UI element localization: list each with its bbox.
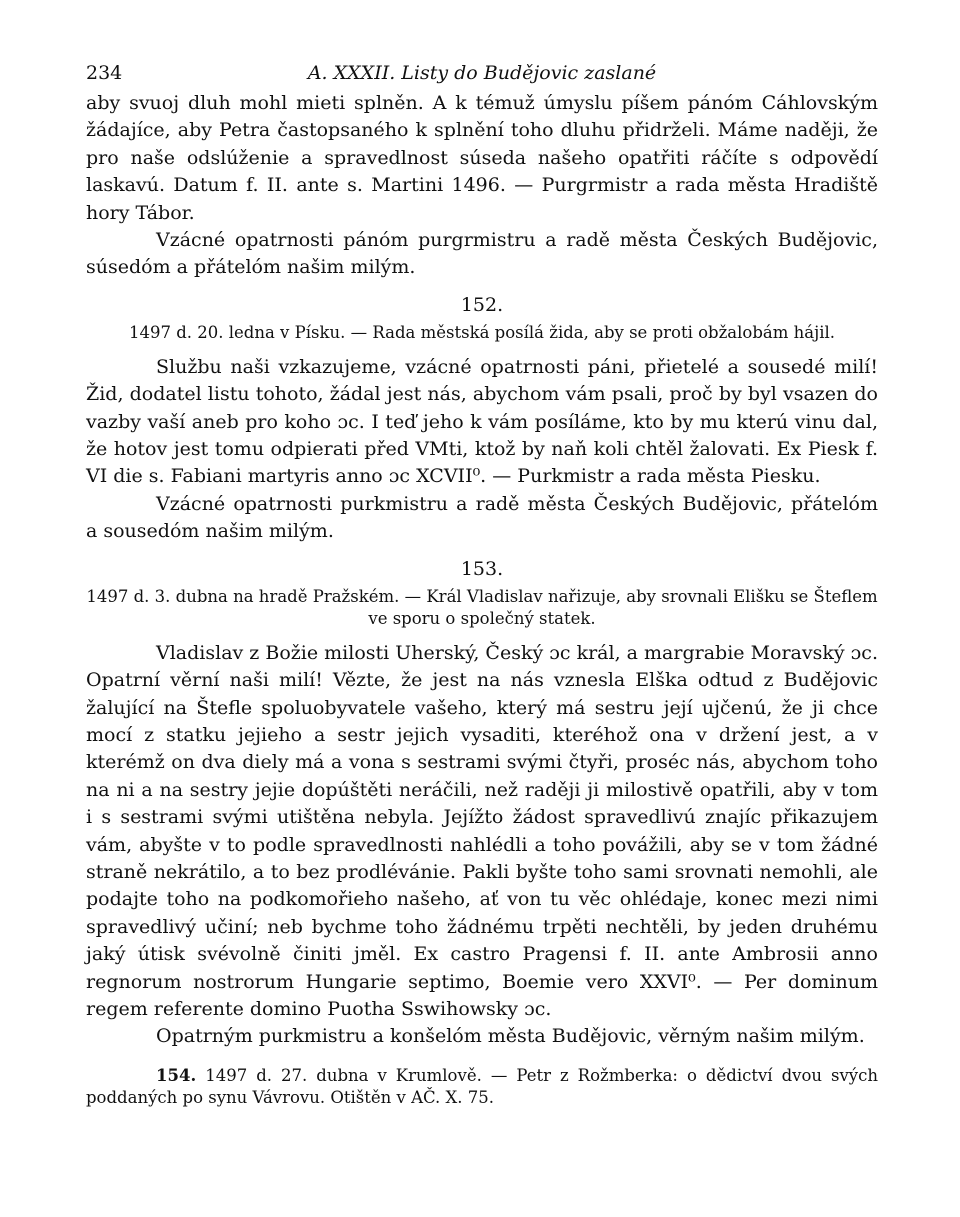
regest-153: 1497 d. 3. dubna na hradě Pražském. — Král Vladislav nařizuje, aby srovnali Elišku se Šteflem ve sporu o společný statek. bbox=[86, 586, 878, 628]
regest-154: 1497 d. 27. dubna v Krumlově. — Petr z Rožmberka: o dědictví dvou svých poddaných po synu Vávrovu. Otištěn v AČ. X. 75. bbox=[86, 1065, 878, 1107]
continuation-address: Vzácné opatrnosti pánóm purgrmistru a radě města Českých Budějovic, súsedóm a přátelóm našim milým. bbox=[86, 229, 878, 279]
document-153-body bbox=[86, 640, 878, 1051]
document-152-body bbox=[86, 354, 878, 546]
running-title: A. XXXII. Listy do Budějovic zaslané bbox=[307, 62, 657, 84]
continuation-paragraph: aby svuoj dluh mohl mieti splněn. A k témuž úmyslu píšem pánóm Cáhlovským žádajíce, aby Petra častopsaného k splnění toho dluhu přidrželi. Máme naději, že pro naše odslúženie a spravedlnost súseda našeho opatřiti ráčíte s odpovědí laskavú. Datum f. II. ante s. Martini 1496. — Purgrmistr a rada města Hradiště hory Tábor. bbox=[86, 92, 878, 224]
document-number-154: 154. bbox=[156, 1065, 197, 1085]
document-number-153: 153. bbox=[460, 557, 504, 580]
letter-text-153: Vladislav z Božie milosti Uherský, Český ɔc král, a margrabie Moravský ɔc. Opatrní věrní naši milí! Vězte, že jest na nás vznesla Elška odtud z Budějovic žalující na Štefle spoluobyvatele vašeho, který má sestru její ujčenú, že ji chce mocí z statku jejieho a sestr jejich vysaditi, kteréhož ona v držení jest, a v kterémž on dva diely má a vona s sestrami svými čtyři, proséc nás, abychom toho na ni a na sestry jejie dopúštěti neráčili, než raději ji milostivě opatřili, aby v tom i s sestrami svými utištěna nebyla. Jejížto žádost spravedlivú znajíc přikazujem vám, abyšte v to podle spravedlnosti nahlédli a toho povážili, aby se v tom žádné straně nekrátilo, a to bez prodlévánie. Pakli byšte toho sami srovnati nemohli, ale podajte toho na podkomořieho našeho, ať von tu věc ohlédaje, konec mezi nimi spravedlivý učiní; neb bychme toho žádnému trpěti nechtěli, by jeden druhému jaký útisk svévolně činiti jměl. Ex castro Pragensi f. II. ante Ambrosii anno regnorum nostrorum Hungarie septimo, Boemie vero XXVI⁰. — Per dominum regem referente domino Puotha Sswihowsky ɔc. bbox=[86, 641, 878, 1020]
document-154-entry bbox=[86, 1065, 878, 1109]
document-page bbox=[86, 58, 878, 1109]
document-number-152: 152. bbox=[460, 293, 504, 316]
regest-152: 1497 d. 20. ledna v Písku. — Rada městská posílá žida, aby se proti obžalobám hájil. bbox=[128, 322, 836, 342]
letter-address-153: Opatrným purkmistru a konšelóm města Budějovic, věrným našim milým. bbox=[156, 1025, 865, 1048]
letter-text-152: Službu naši vzkazujeme, vzácné opatrnosti páni, přietelé a sousedé milí! Žid, dodatel listu tohoto, žádal jest nás, abychom vám psali, proč by byl vsazen do vazby vaší aneb pro koho ɔc. I teď jeho k vám posíláme, kto by mu kterú vinu dal, že hotov jest tomu odpierati před VMti, ktož by naň koli chtěl žalovati. Ex Piesk f. VI die s. Fabiani martyris anno ɔc XCVII⁰. — Purkmistr a rada města Piesku. bbox=[86, 355, 878, 488]
page-number: 234 bbox=[86, 62, 123, 84]
page-header bbox=[86, 58, 878, 90]
continuation-block bbox=[86, 90, 878, 282]
letter-address-152: Vzácné opatrnosti purkmistru a radě města Českých Budějovic, přátelóm a sousedóm našim milým. bbox=[86, 492, 878, 543]
